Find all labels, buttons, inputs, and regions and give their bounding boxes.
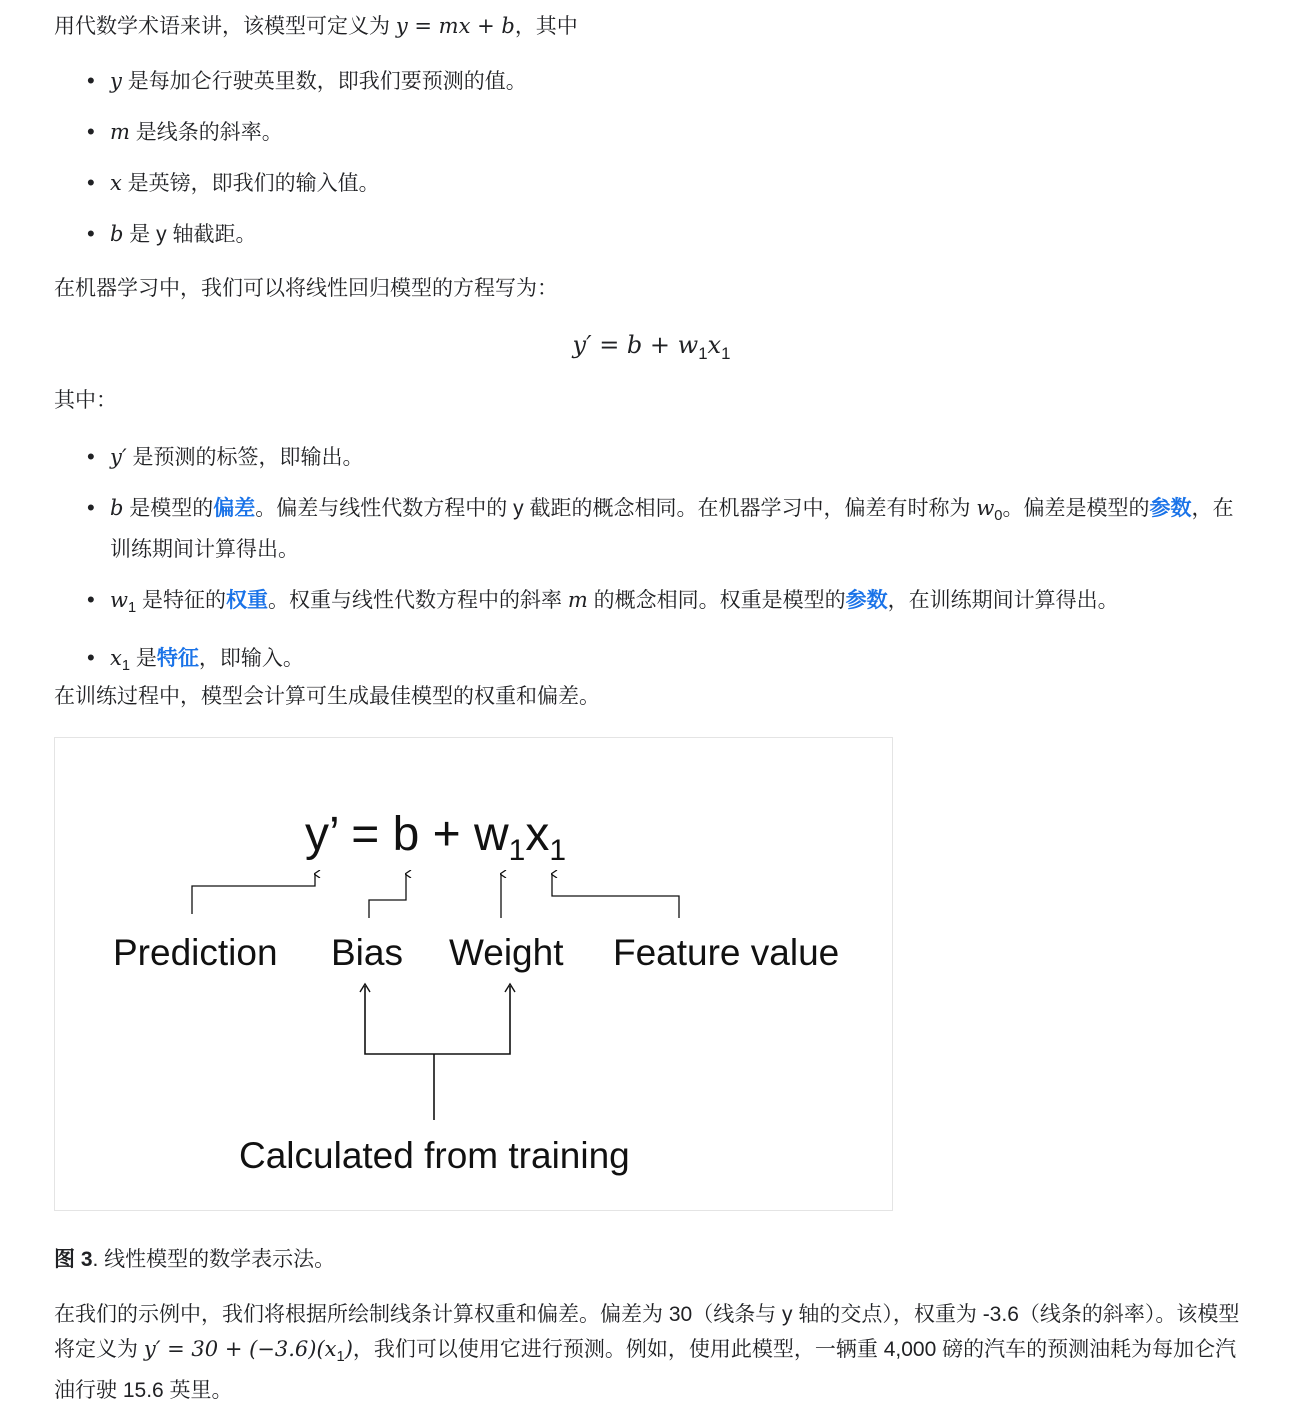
def-text: 是每加仑行驶英里数，即我们要预测的值。 <box>121 70 527 93</box>
label-feature-value: Feature value <box>613 932 840 973</box>
eq-lhs: y′ <box>572 331 592 359</box>
bias-link[interactable]: 偏差 <box>213 497 256 520</box>
feature-link[interactable]: 特征 <box>156 647 199 671</box>
example-formula-sub: 1 <box>336 1349 345 1366</box>
weight-link[interactable]: 权重 <box>226 589 268 613</box>
x1-sub: 1 <box>121 658 131 675</box>
list-item <box>54 115 1249 150</box>
training-paragraph: 在训练过程中，模型会计算可生成最佳模型的权重和偏差。 <box>54 685 600 708</box>
example-formula: y′ = 30 + (−3.6)(x <box>143 1337 337 1361</box>
list-item <box>54 166 1249 201</box>
intro-paragraph <box>54 9 1249 44</box>
var-m: m <box>110 120 130 144</box>
figure-caption <box>54 1243 1249 1277</box>
example-formula-end: ) <box>344 1337 353 1361</box>
example-paragraph <box>54 1298 1249 1408</box>
var-w0: w <box>976 496 995 520</box>
prediction-connector <box>192 874 315 914</box>
algebra-definitions-list <box>54 64 1249 252</box>
label-calculated-from-training: Calculated from training <box>239 1135 630 1176</box>
var-x1: x <box>110 646 122 671</box>
intro-text: 用代数学术语来讲，该模型可定义为 <box>54 15 396 38</box>
w1-sub: 1 <box>127 600 137 617</box>
where-label: 其中： <box>54 389 117 412</box>
caption-label: 图 3 <box>54 1248 93 1271</box>
term-text: 是模型的 <box>123 497 214 520</box>
intro-formula: y = mx + b <box>395 14 515 38</box>
term-text: ，在训练期间计算得出。 <box>887 589 1119 613</box>
var-y-prime: y′ <box>110 445 127 469</box>
term-text: 。权重与线性代数方程中的斜率 <box>268 589 568 613</box>
var-x: x <box>110 171 122 195</box>
label-bias: Bias <box>331 932 403 973</box>
def-text: 是 y 轴截距。 <box>123 223 257 246</box>
eq-body: = b + w <box>591 331 699 359</box>
list-item <box>54 491 1249 567</box>
def-text: 是英镑，即我们的输入值。 <box>121 172 380 195</box>
var-m: m <box>567 588 588 613</box>
eq-x-sub: 1 <box>721 343 731 363</box>
term-text: 是 <box>130 647 157 671</box>
eq-x: x <box>707 331 722 359</box>
label-prediction: Prediction <box>113 932 278 973</box>
parameter-link-2[interactable]: 参数 <box>845 589 888 613</box>
term-text: ，在训练期间计算得出。 <box>110 497 1234 562</box>
list-item <box>54 64 1249 99</box>
var-y: y <box>110 69 122 93</box>
def-text: 是线条的斜率。 <box>129 121 283 144</box>
list-item <box>54 440 1249 475</box>
parameter-link[interactable]: 参数 <box>1149 497 1192 520</box>
var-w1: w <box>110 588 128 613</box>
term-text: 。偏差是模型的 <box>1002 497 1150 520</box>
term-text: 的概念相同。权重是模型的 <box>587 589 846 613</box>
term-text: 是预测的标签，即输出。 <box>126 446 364 469</box>
label-weight: Weight <box>449 932 564 973</box>
ml-equation <box>54 328 1249 371</box>
list-item <box>54 641 1249 683</box>
linear-model-figure <box>54 737 893 1211</box>
eq-w-sub: 1 <box>698 343 708 363</box>
example-text-2: ，我们可以使用它进行预测。例如，使用此模型，一辆重 4,000 磅的汽车的预测油耗为每加仑汽油行驶 15.6 英里。 <box>54 1338 1237 1403</box>
ml-intro-paragraph: 在机器学习中，我们可以将线性回归模型的方程写为： <box>54 277 558 300</box>
var-b: b <box>110 222 124 246</box>
term-text: 。偏差与线性代数方程中的 y 截距的概念相同。在机器学习中，偏差有时称为 <box>255 497 977 520</box>
feature-connector <box>552 874 679 918</box>
bias-connector <box>369 874 406 918</box>
ml-terms-list <box>54 440 1249 684</box>
list-item <box>54 583 1249 625</box>
figure-equation: y’ = $b + w_1x_1$ <box>305 808 567 867</box>
list-item <box>54 217 1249 252</box>
figure-diagram <box>55 738 892 1210</box>
term-text: 是特征的 <box>136 589 226 613</box>
var-b: b <box>110 496 124 520</box>
training-bracket <box>365 986 510 1054</box>
intro-text-after: ，其中 <box>514 15 578 38</box>
term-text: ，即输入。 <box>198 647 304 671</box>
example-text: 在我们的示例中，我们将根据所绘制线条计算权重和偏差。偏差为 30（线条与 y 轴的交点），权重为 -3.6（线条的斜率）。该模型将定义为 <box>54 1303 1240 1361</box>
w0-sub: 0 <box>994 508 1003 525</box>
caption-text: . 线性模型的数学表示法。 <box>92 1248 336 1271</box>
